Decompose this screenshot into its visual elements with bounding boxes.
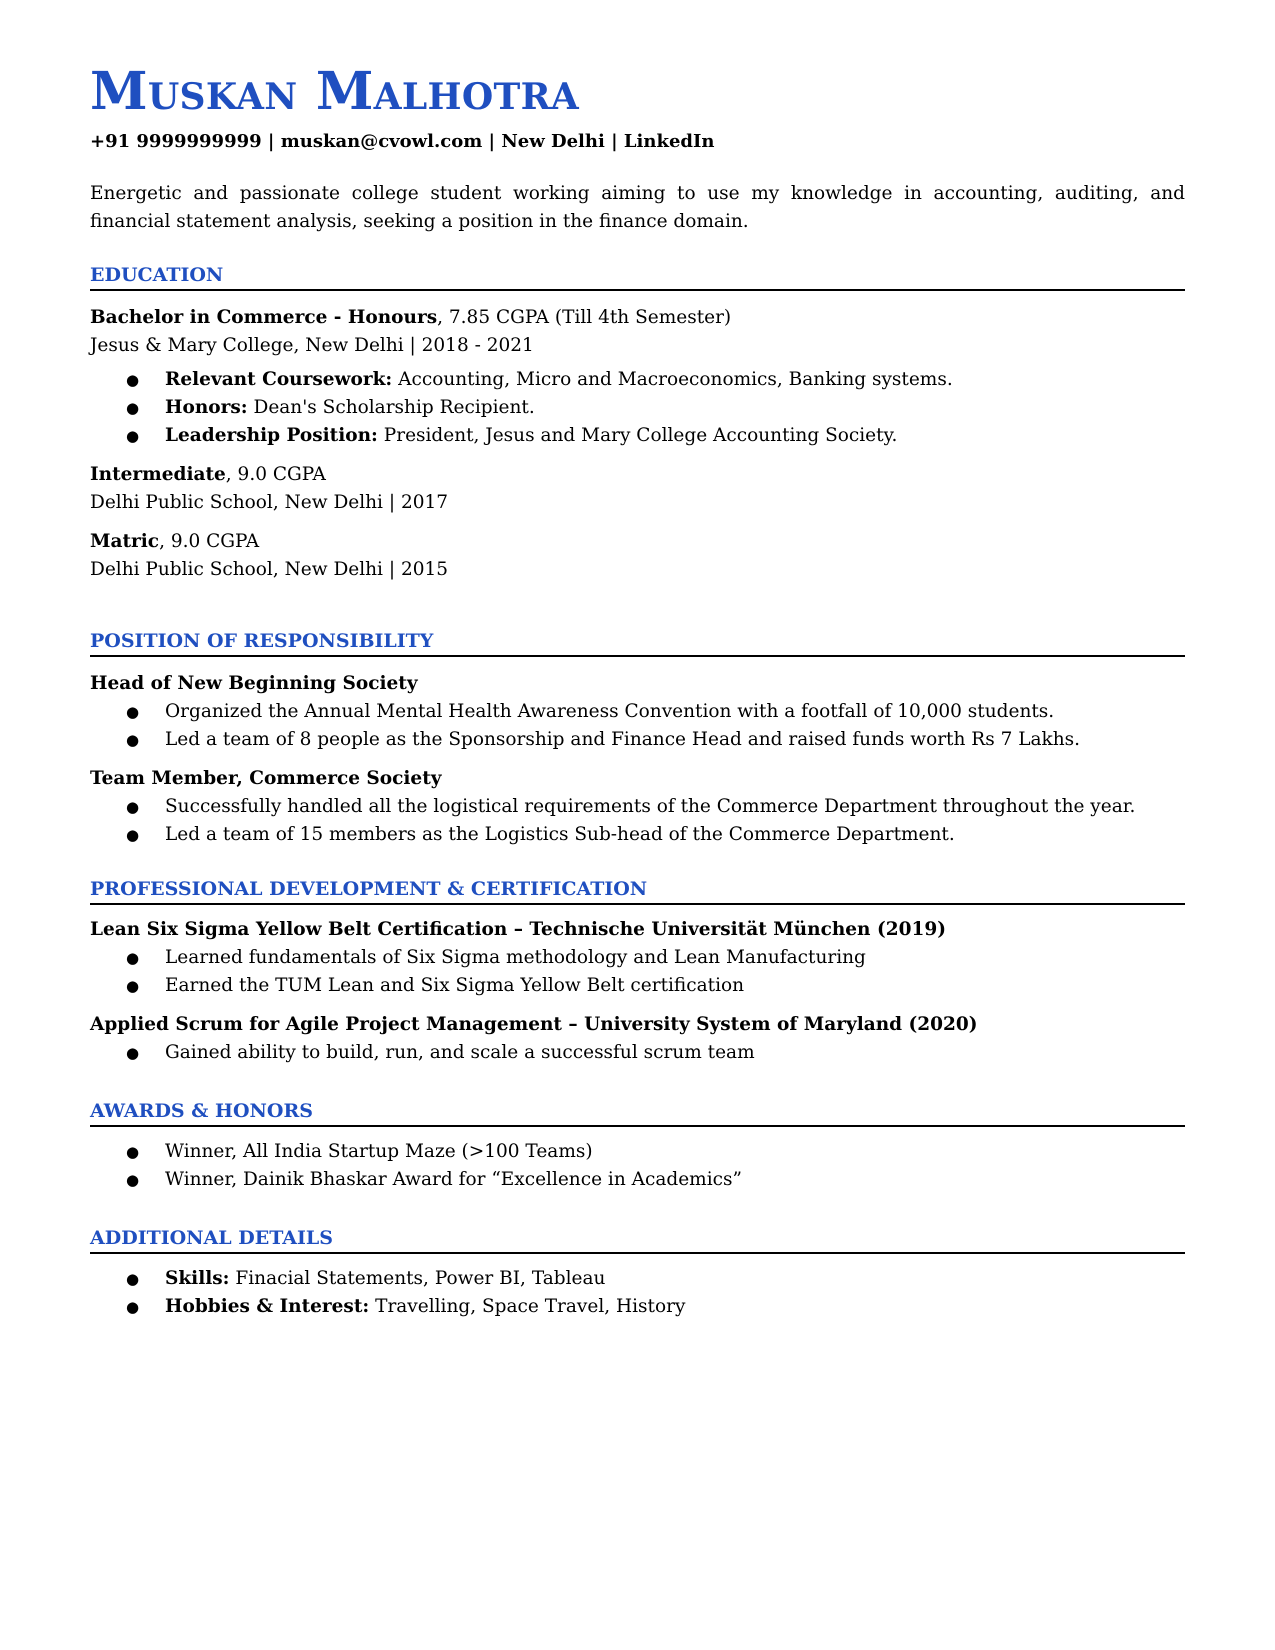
certification-title: Applied Scrum for Agile Project Management – University System of Maryland (2020) [90, 1014, 978, 1035]
section-responsibility [90, 628, 1185, 849]
degree-name: Matric [90, 531, 160, 552]
school-line: Delhi Public School, New Delhi | 2015 [90, 559, 449, 580]
list-item: ● Winner, Dainik Bhaskar Award for “Excellence in Academics” [90, 1166, 1185, 1194]
education-entry-intermediate [90, 461, 1185, 517]
list-item: ● Winner, All India Startup Maze (>100 Teams) [90, 1138, 1185, 1166]
list-item [90, 1265, 1185, 1293]
section-heading-additional: ADDITIONAL DETAILS [90, 1225, 1185, 1254]
list-item [90, 422, 1185, 450]
bullet-label: Relevant Coursework: [165, 369, 393, 390]
awards-bullets [90, 1138, 1185, 1194]
section-education [90, 262, 1185, 584]
list-item [90, 366, 1185, 394]
education-entry-matric [90, 528, 1185, 584]
list-item [90, 394, 1185, 422]
bullet-label: Hobbies & Interest: [165, 1296, 370, 1317]
degree-name: Intermediate [90, 464, 226, 485]
additional-bullets [90, 1265, 1185, 1321]
bullet-label: Skills: [165, 1268, 230, 1289]
bullet-label: Honors: [165, 397, 248, 418]
bullet-label: Leadership Position: [165, 425, 378, 446]
list-item: ● Learned fundamentals of Six Sigma methodology and Lean Manufacturing [90, 944, 1185, 972]
section-awards [90, 1098, 1185, 1194]
degree-grade: , 9.0 CGPA [159, 531, 260, 552]
entry-title [90, 528, 1185, 556]
role-bullets [90, 698, 1185, 754]
role-bullets [90, 793, 1185, 849]
role-title: Head of New Beginning Society [90, 673, 418, 694]
degree-grade: , 9.0 CGPA [225, 464, 326, 485]
certification-entry [90, 1011, 1185, 1067]
section-heading-awards: AWARDS & HONORS [90, 1098, 1185, 1127]
resume-header [90, 60, 1185, 236]
degree-name: Bachelor in Commerce - Honours [90, 307, 438, 328]
certification-bullets [90, 944, 1185, 1000]
certification-bullets [90, 1039, 1185, 1067]
degree-grade: , 7.85 CGPA (Till 4th Semester) [437, 307, 732, 328]
section-additional [90, 1225, 1185, 1321]
contact-line: +91 9999999999 | muskan@cvowl.com | New Delhi | LinkedIn [90, 131, 715, 152]
entry-title [90, 304, 1185, 332]
role-entry [90, 765, 1185, 849]
section-heading-responsibility: POSITION OF RESPONSIBILITY [90, 628, 1185, 657]
bachelor-bullets [90, 366, 1185, 450]
role-title: Team Member, Commerce Society [90, 768, 442, 789]
certification-title: Lean Six Sigma Yellow Belt Certification – Technische Universität München (2019) [90, 919, 946, 940]
bullet-text: President, Jesus and Mary College Accounting Society. [377, 425, 898, 446]
summary: Energetic and passionate college student working aiming to use my knowledge in accounting, auditing, and financial statement analysis, seeking a position in the finance domain. [90, 183, 1185, 232]
school-line: Delhi Public School, New Delhi | 2017 [90, 492, 449, 513]
education-entry-bachelor [90, 304, 1185, 450]
list-item [90, 1293, 1185, 1321]
bullet-text: Dean's Scholarship Recipient. [247, 397, 535, 418]
section-heading-certification: PROFESSIONAL DEVELOPMENT & CERTIFICATION [90, 876, 1185, 905]
school-line: Jesus & Mary College, New Delhi | 2018 - 2021 [90, 335, 534, 356]
list-item: ● Gained ability to build, run, and scale a successful scrum team [90, 1039, 1185, 1067]
certification-entry [90, 916, 1185, 1000]
list-item: ● Led a team of 8 people as the Sponsorship and Finance Head and raised funds worth Rs 7 Lakhs. [90, 726, 1185, 754]
list-item: ● Successfully handled all the logistical requirements of the Commerce Department throughout the year. [90, 793, 1185, 821]
bullet-text: Finacial Statements, Power BI, Tableau [229, 1268, 606, 1289]
candidate-name: Muskan Malhotra [90, 61, 580, 122]
entry-title [90, 461, 1185, 489]
role-entry [90, 670, 1185, 754]
section-heading-education: EDUCATION [90, 262, 1185, 291]
list-item: ● Led a team of 15 members as the Logistics Sub-head of the Commerce Department. [90, 821, 1185, 849]
list-item: ● Earned the TUM Lean and Six Sigma Yellow Belt certification [90, 972, 1185, 1000]
bullet-text: Accounting, Micro and Macroeconomics, Banking systems. [392, 369, 953, 390]
section-certification [90, 876, 1185, 1067]
list-item: ● Organized the Annual Mental Health Awareness Convention with a footfall of 10,000 students. [90, 698, 1185, 726]
bullet-text: Travelling, Space Travel, History [369, 1296, 686, 1317]
